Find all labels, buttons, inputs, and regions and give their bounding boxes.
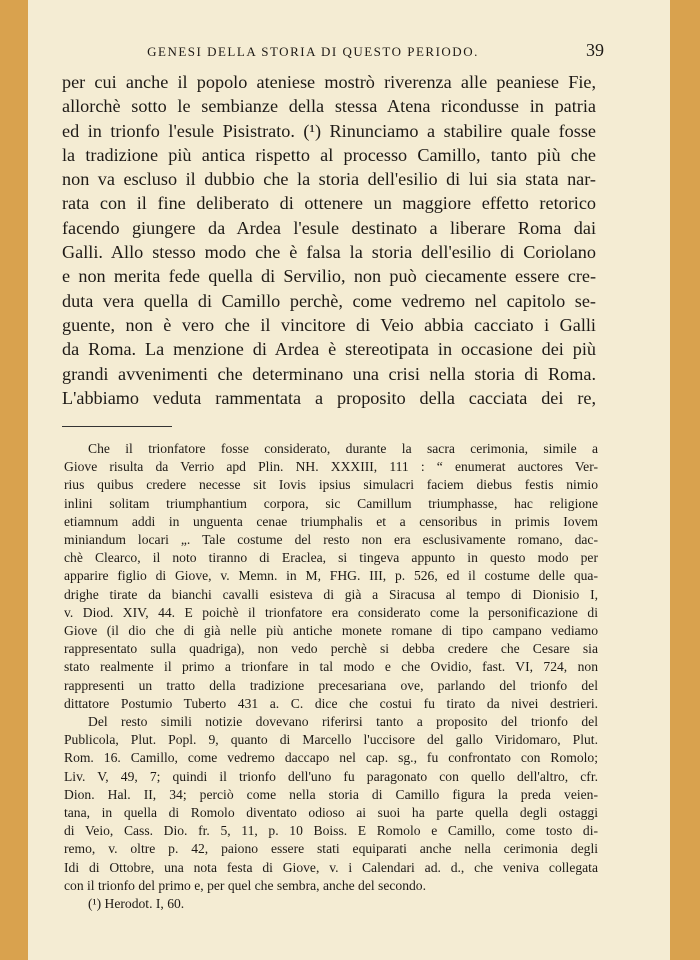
footnote-line: rius quibus credere necesse sit Iovis ipsius simulacri faciem diebus festis nimio (64, 477, 598, 493)
text-line: da Roma. La menzione di Ardea è stereotipata in occasione dei più (62, 339, 596, 360)
footnote-line: inlini solitam triumphantium corpora, sic Camillum triumphasse, hac religione (64, 495, 598, 511)
text-line: e non merita fede quella di Servilio, non può ciecamente essere cre- (62, 266, 596, 287)
footnote-line: Publicola, Plut. Popl. 9, quanto di Marcello l'uccisore del gallo Viridomaro, Plut. (64, 732, 598, 748)
footnote-line: Rom. 16. Camillo, come vedremo daccapo nel cap. sg., fu confrontato con Romolo; (64, 750, 598, 766)
footnote-rule (62, 426, 172, 427)
text-line: Galli. Allo stesso modo che è falsa la storia dell'esilio di Coriolano (62, 242, 596, 263)
text-line: facendo giungere da Ardea l'esule destinato a liberare Roma dai (62, 217, 596, 238)
footnote-line: rappresenti un tratto della tradizione precesariana ove, parlando del trionfo del (64, 677, 598, 693)
footnote-line: Giove risulta da Verrio apd Plin. NH. XXXIII, 111 : “ enumerat auctores Ver- (64, 459, 598, 475)
text-line: per cui anche il popolo ateniese mostrò riverenza alle peaniese Fie, (62, 72, 596, 92)
text-line: L'abbiamo veduta rammentata a proposito della cacciata dei re, (62, 387, 596, 408)
footnote-line: drighe tirate da bianchi cavalli esisteva di già a Siracusa al tempo di Dionisio I, (64, 586, 598, 602)
footnote-line: apparire figlio di Giove, v. Memn. in M, FHG. III, p. 526, ed il costume delle qua- (64, 568, 598, 584)
page-number: 39 (586, 40, 604, 60)
footnote-line: stato realmente il primo a trionfare in tal modo e che Ovidio, fast. VI, 724, non (64, 659, 598, 675)
text-line: duta vera quella di Camillo perchè, come vedremo nel capitolo se- (62, 290, 596, 311)
footnote-line: Dion. Hal. II, 34; perciò come nella storia di Camillo figura la preda veien- (64, 786, 598, 802)
footnote-line: di Veio, Cass. Dio. fr. 5, 11, p. 10 Boiss. E Romolo e Camillo, come tosto di- (64, 823, 598, 839)
footnotes (64, 440, 598, 913)
footnote-line: (¹) Herodot. I, 60. (88, 896, 185, 912)
footnote-line: Idi di Ottobre, una nota festa di Giove, v. i Calendari ad. d., che veniva collegata (64, 859, 598, 875)
footnote-line: Che il trionfatore fosse considerato, durante la sacra cerimonia, simile a (88, 441, 598, 456)
text-line: ed in trionfo l'esule Pisistrato. (¹) Rinunciamo a stabilire quale fosse (62, 120, 596, 141)
text-line: allorchè sotto le sembianze della stessa Atena ricondusse in patria (62, 96, 596, 117)
footnote-line: con il trionfo del primo e, per quel che sembra, anche del secondo. (64, 877, 426, 893)
footnote-line: chè Clearco, il noto tiranno di Eraclea, si tingeva appunto in questo modo per (64, 550, 598, 566)
footnote-line: tana, in quella di Romolo diventato odioso ai suoi ha parte quella degli ostaggi (64, 805, 598, 821)
footnote-line: v. Diod. XIV, 44. E poichè il trionfatore era considerato come la personificazione di (64, 604, 598, 620)
footnote-line: remo, v. oltre p. 42, paiono essere stati equiparati anche nella cerimonia degli (64, 841, 598, 857)
footnote-line: Liv. V, 49, 7; quindi il trionfo dell'uno fu paragonato con quello dell'altro, cfr. (64, 768, 598, 784)
main-text (62, 70, 596, 410)
footnote-line: Giove (il dio che di già nelle più antiche monete romane di tipo campano vediamo (64, 623, 598, 639)
page-header (62, 40, 604, 64)
footnote-line: etiamnum addi in unguenta cenae triumphalis et a censoribus in primis Iovem (64, 513, 598, 529)
text-line: rata con il fine deliberato di ottenere un maggiore effetto retorico (62, 193, 596, 214)
footnote-line: miniandum locari „. Tale costume del resto non era esclusivamente romano, dac- (64, 532, 598, 548)
footnote-line: rappresentato sulla quadriga), non vedo perchè si debba credere che Cesare sia (64, 641, 598, 657)
text-line: guente, non è vero che il vincitore di Veio abbia cacciato i Galli (62, 314, 596, 335)
text-line: non va escluso il dubbio che la storia dell'esilio di lui sia stata nar- (62, 169, 596, 190)
text-line: la tradizione più antica rispetto al processo Camillo, tanto più che (62, 144, 596, 165)
footnote-line: dittatore Postumio Tuberto 431 a. C. dice che costui fu tirato da nivei destrieri. (64, 695, 598, 711)
text-line: grandi avvenimenti che determinano una crisi nella storia di Roma. (62, 363, 596, 384)
footnote-line: Del resto simili notizie dovevano riferirsi tanto a proposito del trionfo del (88, 714, 598, 730)
running-head: GENESI DELLA STORIA DI QUESTO PERIODO. (147, 44, 479, 59)
